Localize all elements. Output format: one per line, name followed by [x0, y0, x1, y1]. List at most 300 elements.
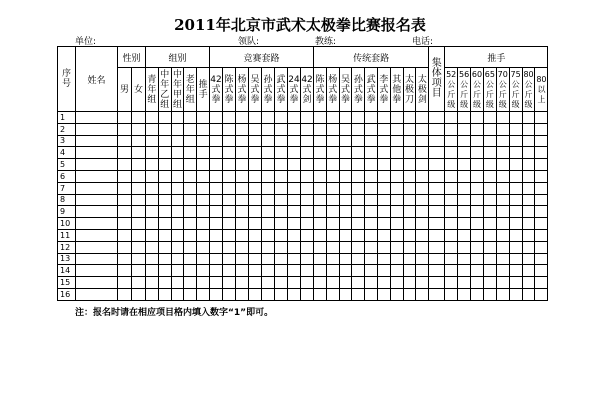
entry-cell[interactable] [184, 135, 197, 147]
entry-cell[interactable] [132, 277, 146, 289]
entry-cell[interactable] [471, 277, 484, 289]
entry-cell[interactable] [146, 218, 159, 230]
entry-cell[interactable] [378, 288, 391, 300]
entry-cell[interactable] [223, 170, 236, 182]
entry-cell[interactable] [352, 288, 365, 300]
entry-cell[interactable] [352, 123, 365, 135]
entry-cell[interactable] [535, 123, 548, 135]
entry-cell[interactable] [509, 288, 522, 300]
entry-cell[interactable] [210, 123, 223, 135]
entry-cell[interactable] [288, 194, 301, 206]
entry-cell[interactable] [132, 194, 146, 206]
entry-cell[interactable] [184, 241, 197, 253]
entry-cell[interactable] [132, 112, 146, 124]
entry-cell[interactable] [326, 135, 339, 147]
entry-cell[interactable] [429, 241, 445, 253]
entry-cell[interactable] [471, 288, 484, 300]
entry-cell[interactable] [210, 229, 223, 241]
entry-cell[interactable] [197, 206, 210, 218]
entry-cell[interactable] [365, 241, 378, 253]
entry-cell[interactable] [301, 182, 314, 194]
entry-cell[interactable] [118, 218, 132, 230]
entry-cell[interactable] [445, 253, 458, 265]
entry-cell[interactable] [535, 147, 548, 159]
entry-cell[interactable] [249, 277, 262, 289]
entry-cell[interactable] [262, 218, 275, 230]
entry-cell[interactable] [158, 241, 171, 253]
entry-cell[interactable] [314, 288, 327, 300]
entry-cell[interactable] [171, 182, 184, 194]
entry-cell[interactable] [483, 182, 496, 194]
entry-cell[interactable] [210, 182, 223, 194]
entry-cell[interactable] [429, 182, 445, 194]
entry-cell[interactable] [288, 135, 301, 147]
entry-cell[interactable] [184, 253, 197, 265]
entry-cell[interactable] [249, 241, 262, 253]
entry-cell[interactable] [458, 218, 471, 230]
entry-cell[interactable] [275, 218, 288, 230]
name-cell[interactable] [76, 170, 118, 182]
entry-cell[interactable] [326, 218, 339, 230]
entry-cell[interactable] [326, 253, 339, 265]
entry-cell[interactable] [429, 288, 445, 300]
entry-cell[interactable] [445, 241, 458, 253]
entry-cell[interactable] [210, 265, 223, 277]
entry-cell[interactable] [403, 170, 416, 182]
entry-cell[interactable] [275, 194, 288, 206]
entry-cell[interactable] [184, 265, 197, 277]
entry-cell[interactable] [352, 265, 365, 277]
entry-cell[interactable] [416, 253, 429, 265]
entry-cell[interactable] [275, 253, 288, 265]
entry-cell[interactable] [509, 277, 522, 289]
entry-cell[interactable] [184, 112, 197, 124]
entry-cell[interactable] [496, 253, 509, 265]
entry-cell[interactable] [146, 182, 159, 194]
entry-cell[interactable] [184, 159, 197, 171]
entry-cell[interactable] [132, 170, 146, 182]
entry-cell[interactable] [390, 253, 403, 265]
entry-cell[interactable] [326, 123, 339, 135]
entry-cell[interactable] [522, 265, 535, 277]
name-cell[interactable] [76, 253, 118, 265]
entry-cell[interactable] [275, 206, 288, 218]
entry-cell[interactable] [132, 147, 146, 159]
entry-cell[interactable] [483, 253, 496, 265]
entry-cell[interactable] [445, 123, 458, 135]
entry-cell[interactable] [378, 135, 391, 147]
entry-cell[interactable] [416, 277, 429, 289]
entry-cell[interactable] [171, 253, 184, 265]
entry-cell[interactable] [171, 229, 184, 241]
entry-cell[interactable] [288, 206, 301, 218]
entry-cell[interactable] [210, 206, 223, 218]
entry-cell[interactable] [301, 147, 314, 159]
entry-cell[interactable] [197, 277, 210, 289]
entry-cell[interactable] [403, 182, 416, 194]
entry-cell[interactable] [249, 265, 262, 277]
entry-cell[interactable] [378, 229, 391, 241]
name-cell[interactable] [76, 135, 118, 147]
entry-cell[interactable] [390, 277, 403, 289]
entry-cell[interactable] [236, 218, 249, 230]
entry-cell[interactable] [416, 265, 429, 277]
entry-cell[interactable] [509, 218, 522, 230]
entry-cell[interactable] [378, 218, 391, 230]
entry-cell[interactable] [314, 218, 327, 230]
entry-cell[interactable] [249, 229, 262, 241]
entry-cell[interactable] [118, 206, 132, 218]
entry-cell[interactable] [146, 112, 159, 124]
entry-cell[interactable] [365, 194, 378, 206]
entry-cell[interactable] [301, 135, 314, 147]
entry-cell[interactable] [339, 277, 352, 289]
entry-cell[interactable] [365, 182, 378, 194]
entry-cell[interactable] [509, 194, 522, 206]
entry-cell[interactable] [403, 206, 416, 218]
entry-cell[interactable] [378, 112, 391, 124]
entry-cell[interactable] [197, 159, 210, 171]
entry-cell[interactable] [483, 229, 496, 241]
entry-cell[interactable] [365, 218, 378, 230]
entry-cell[interactable] [496, 206, 509, 218]
entry-cell[interactable] [326, 147, 339, 159]
entry-cell[interactable] [288, 170, 301, 182]
entry-cell[interactable] [458, 229, 471, 241]
entry-cell[interactable] [403, 288, 416, 300]
entry-cell[interactable] [249, 123, 262, 135]
entry-cell[interactable] [262, 135, 275, 147]
entry-cell[interactable] [132, 229, 146, 241]
entry-cell[interactable] [352, 253, 365, 265]
entry-cell[interactable] [535, 194, 548, 206]
entry-cell[interactable] [314, 241, 327, 253]
entry-cell[interactable] [132, 135, 146, 147]
entry-cell[interactable] [522, 277, 535, 289]
entry-cell[interactable] [352, 170, 365, 182]
entry-cell[interactable] [249, 218, 262, 230]
entry-cell[interactable] [288, 159, 301, 171]
entry-cell[interactable] [210, 147, 223, 159]
entry-cell[interactable] [118, 159, 132, 171]
entry-cell[interactable] [522, 147, 535, 159]
entry-cell[interactable] [522, 206, 535, 218]
entry-cell[interactable] [132, 218, 146, 230]
entry-cell[interactable] [522, 288, 535, 300]
entry-cell[interactable] [535, 135, 548, 147]
entry-cell[interactable] [262, 159, 275, 171]
entry-cell[interactable] [522, 229, 535, 241]
entry-cell[interactable] [118, 170, 132, 182]
entry-cell[interactable] [509, 265, 522, 277]
entry-cell[interactable] [197, 229, 210, 241]
entry-cell[interactable] [378, 159, 391, 171]
entry-cell[interactable] [262, 265, 275, 277]
entry-cell[interactable] [339, 194, 352, 206]
entry-cell[interactable] [262, 112, 275, 124]
entry-cell[interactable] [522, 135, 535, 147]
entry-cell[interactable] [197, 265, 210, 277]
entry-cell[interactable] [288, 182, 301, 194]
entry-cell[interactable] [171, 218, 184, 230]
entry-cell[interactable] [314, 147, 327, 159]
entry-cell[interactable] [496, 135, 509, 147]
entry-cell[interactable] [390, 229, 403, 241]
entry-cell[interactable] [301, 170, 314, 182]
entry-cell[interactable] [262, 206, 275, 218]
entry-cell[interactable] [535, 253, 548, 265]
entry-cell[interactable] [458, 206, 471, 218]
name-cell[interactable] [76, 147, 118, 159]
entry-cell[interactable] [458, 277, 471, 289]
entry-cell[interactable] [403, 241, 416, 253]
entry-cell[interactable] [275, 229, 288, 241]
entry-cell[interactable] [146, 206, 159, 218]
entry-cell[interactable] [118, 241, 132, 253]
name-cell[interactable] [76, 159, 118, 171]
entry-cell[interactable] [197, 194, 210, 206]
entry-cell[interactable] [429, 277, 445, 289]
entry-cell[interactable] [390, 265, 403, 277]
entry-cell[interactable] [288, 253, 301, 265]
entry-cell[interactable] [496, 182, 509, 194]
entry-cell[interactable] [249, 253, 262, 265]
entry-cell[interactable] [132, 288, 146, 300]
entry-cell[interactable] [445, 206, 458, 218]
entry-cell[interactable] [197, 253, 210, 265]
entry-cell[interactable] [403, 147, 416, 159]
entry-cell[interactable] [158, 253, 171, 265]
entry-cell[interactable] [471, 123, 484, 135]
entry-cell[interactable] [275, 147, 288, 159]
entry-cell[interactable] [118, 288, 132, 300]
entry-cell[interactable] [262, 229, 275, 241]
entry-cell[interactable] [378, 241, 391, 253]
entry-cell[interactable] [429, 135, 445, 147]
entry-cell[interactable] [171, 206, 184, 218]
entry-cell[interactable] [184, 194, 197, 206]
entry-cell[interactable] [262, 147, 275, 159]
entry-cell[interactable] [223, 159, 236, 171]
entry-cell[interactable] [535, 206, 548, 218]
entry-cell[interactable] [275, 159, 288, 171]
entry-cell[interactable] [262, 182, 275, 194]
entry-cell[interactable] [275, 288, 288, 300]
entry-cell[interactable] [236, 123, 249, 135]
entry-cell[interactable] [339, 135, 352, 147]
entry-cell[interactable] [365, 159, 378, 171]
entry-cell[interactable] [416, 218, 429, 230]
entry-cell[interactable] [171, 123, 184, 135]
entry-cell[interactable] [416, 288, 429, 300]
entry-cell[interactable] [365, 135, 378, 147]
entry-cell[interactable] [288, 265, 301, 277]
entry-cell[interactable] [403, 194, 416, 206]
entry-cell[interactable] [390, 147, 403, 159]
entry-cell[interactable] [352, 194, 365, 206]
entry-cell[interactable] [339, 159, 352, 171]
entry-cell[interactable] [288, 112, 301, 124]
entry-cell[interactable] [378, 253, 391, 265]
entry-cell[interactable] [535, 170, 548, 182]
entry-cell[interactable] [326, 288, 339, 300]
entry-cell[interactable] [171, 288, 184, 300]
entry-cell[interactable] [210, 194, 223, 206]
entry-cell[interactable] [326, 277, 339, 289]
entry-cell[interactable] [118, 182, 132, 194]
entry-cell[interactable] [429, 170, 445, 182]
entry-cell[interactable] [197, 241, 210, 253]
entry-cell[interactable] [210, 159, 223, 171]
entry-cell[interactable] [471, 135, 484, 147]
entry-cell[interactable] [522, 194, 535, 206]
entry-cell[interactable] [236, 241, 249, 253]
entry-cell[interactable] [429, 206, 445, 218]
entry-cell[interactable] [429, 112, 445, 124]
entry-cell[interactable] [496, 159, 509, 171]
entry-cell[interactable] [314, 112, 327, 124]
entry-cell[interactable] [236, 277, 249, 289]
entry-cell[interactable] [249, 194, 262, 206]
entry-cell[interactable] [522, 218, 535, 230]
entry-cell[interactable] [197, 147, 210, 159]
entry-cell[interactable] [535, 265, 548, 277]
entry-cell[interactable] [403, 112, 416, 124]
entry-cell[interactable] [403, 229, 416, 241]
entry-cell[interactable] [326, 241, 339, 253]
entry-cell[interactable] [445, 194, 458, 206]
entry-cell[interactable] [184, 277, 197, 289]
entry-cell[interactable] [339, 182, 352, 194]
name-cell[interactable] [76, 288, 118, 300]
entry-cell[interactable] [210, 135, 223, 147]
entry-cell[interactable] [197, 182, 210, 194]
entry-cell[interactable] [275, 182, 288, 194]
entry-cell[interactable] [365, 112, 378, 124]
entry-cell[interactable] [314, 253, 327, 265]
entry-cell[interactable] [118, 229, 132, 241]
entry-cell[interactable] [236, 206, 249, 218]
entry-cell[interactable] [236, 265, 249, 277]
entry-cell[interactable] [314, 194, 327, 206]
entry-cell[interactable] [262, 253, 275, 265]
entry-cell[interactable] [118, 277, 132, 289]
entry-cell[interactable] [184, 182, 197, 194]
entry-cell[interactable] [249, 170, 262, 182]
entry-cell[interactable] [535, 112, 548, 124]
entry-cell[interactable] [275, 241, 288, 253]
entry-cell[interactable] [339, 123, 352, 135]
entry-cell[interactable] [236, 135, 249, 147]
entry-cell[interactable] [184, 218, 197, 230]
entry-cell[interactable] [471, 265, 484, 277]
entry-cell[interactable] [288, 123, 301, 135]
entry-cell[interactable] [496, 229, 509, 241]
entry-cell[interactable] [184, 206, 197, 218]
entry-cell[interactable] [365, 288, 378, 300]
entry-cell[interactable] [171, 277, 184, 289]
entry-cell[interactable] [445, 112, 458, 124]
entry-cell[interactable] [236, 194, 249, 206]
entry-cell[interactable] [301, 112, 314, 124]
entry-cell[interactable] [365, 147, 378, 159]
entry-cell[interactable] [249, 112, 262, 124]
entry-cell[interactable] [483, 123, 496, 135]
entry-cell[interactable] [416, 241, 429, 253]
entry-cell[interactable] [236, 229, 249, 241]
entry-cell[interactable] [509, 123, 522, 135]
entry-cell[interactable] [158, 170, 171, 182]
entry-cell[interactable] [184, 229, 197, 241]
entry-cell[interactable] [496, 123, 509, 135]
entry-cell[interactable] [483, 135, 496, 147]
entry-cell[interactable] [326, 182, 339, 194]
entry-cell[interactable] [275, 135, 288, 147]
entry-cell[interactable] [352, 112, 365, 124]
entry-cell[interactable] [236, 159, 249, 171]
entry-cell[interactable] [390, 159, 403, 171]
entry-cell[interactable] [416, 123, 429, 135]
entry-cell[interactable] [352, 229, 365, 241]
entry-cell[interactable] [522, 123, 535, 135]
entry-cell[interactable] [390, 194, 403, 206]
entry-cell[interactable] [416, 206, 429, 218]
entry-cell[interactable] [158, 218, 171, 230]
entry-cell[interactable] [483, 241, 496, 253]
name-cell[interactable] [76, 265, 118, 277]
entry-cell[interactable] [445, 159, 458, 171]
entry-cell[interactable] [403, 135, 416, 147]
entry-cell[interactable] [352, 241, 365, 253]
entry-cell[interactable] [445, 182, 458, 194]
entry-cell[interactable] [429, 159, 445, 171]
entry-cell[interactable] [288, 288, 301, 300]
entry-cell[interactable] [171, 194, 184, 206]
entry-cell[interactable] [146, 229, 159, 241]
entry-cell[interactable] [223, 265, 236, 277]
entry-cell[interactable] [496, 170, 509, 182]
entry-cell[interactable] [288, 277, 301, 289]
entry-cell[interactable] [509, 182, 522, 194]
entry-cell[interactable] [390, 241, 403, 253]
entry-cell[interactable] [249, 147, 262, 159]
entry-cell[interactable] [288, 218, 301, 230]
name-cell[interactable] [76, 206, 118, 218]
entry-cell[interactable] [223, 288, 236, 300]
entry-cell[interactable] [158, 277, 171, 289]
entry-cell[interactable] [236, 288, 249, 300]
entry-cell[interactable] [352, 277, 365, 289]
entry-cell[interactable] [314, 182, 327, 194]
entry-cell[interactable] [458, 194, 471, 206]
entry-cell[interactable] [339, 147, 352, 159]
entry-cell[interactable] [301, 159, 314, 171]
entry-cell[interactable] [509, 147, 522, 159]
entry-cell[interactable] [416, 229, 429, 241]
entry-cell[interactable] [445, 277, 458, 289]
entry-cell[interactable] [496, 277, 509, 289]
entry-cell[interactable] [118, 194, 132, 206]
entry-cell[interactable] [390, 206, 403, 218]
entry-cell[interactable] [223, 241, 236, 253]
entry-cell[interactable] [326, 194, 339, 206]
entry-cell[interactable] [339, 229, 352, 241]
entry-cell[interactable] [171, 112, 184, 124]
entry-cell[interactable] [458, 265, 471, 277]
entry-cell[interactable] [471, 182, 484, 194]
entry-cell[interactable] [171, 265, 184, 277]
entry-cell[interactable] [210, 277, 223, 289]
